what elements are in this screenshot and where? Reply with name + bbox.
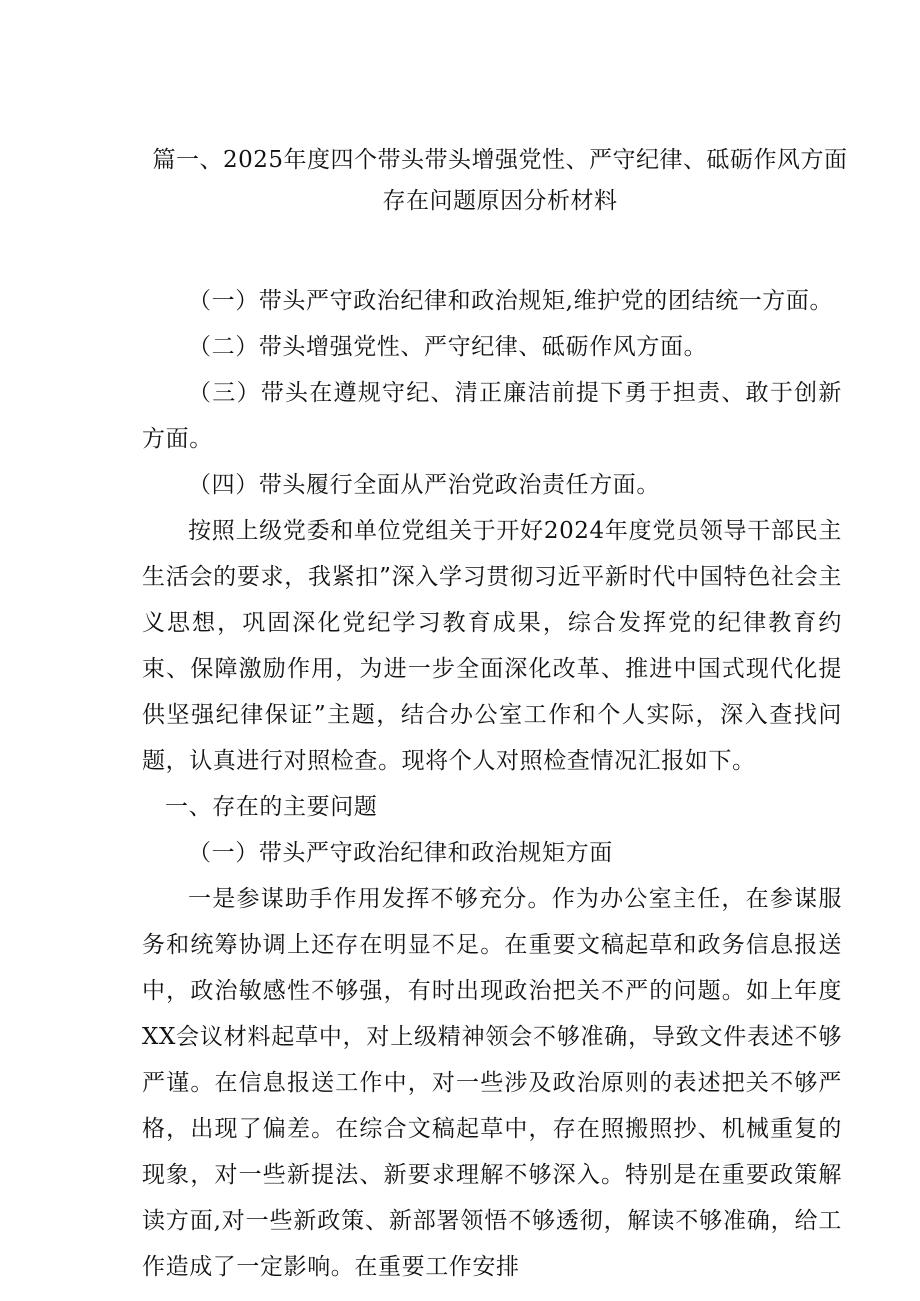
item-3: （三）带头在遵规守纪、清正廉洁前提下勇于担责、敢于创新方面。 <box>142 380 842 452</box>
document-title-line-2: 存在问题原因分析材料 <box>382 188 618 214</box>
body-paragraph: 一是参谋助手作用发挥不够充分。作为办公室主任，在参谋服务和统筹协调上还存在明显不足。在重要文稿起草和政务信息报送中，政治敏感性不够强，有时出现政治把关不严的问题。如上年度XX会议材料起草中，对上级精神领会不够准确，导致文件表述不够严谨。在信息报送工作中，对一些涉及政治原则的表述把关不够严格，出现了偏差。在综合文稿起草中，存在照搬照抄、机械重复的现象，对一些新提法、新要求理解不够深入。特别是在重要政策解读方面,对一些新政策、新部署领悟不够透彻，解读不够准确，给工作造成了一定影响。在重要工作安排 <box>142 886 842 1280</box>
document-title-line-1: 篇一、2025年度四个带头带头增强党性、严守纪律、砥砺作风方面 <box>152 147 848 173</box>
section-heading: 一、存在的主要问题 <box>165 794 378 820</box>
document-body <box>142 278 842 1290</box>
item-2: （二）带头增强党性、严守纪律、砥砺作风方面。 <box>188 334 708 360</box>
intro-paragraph: 按照上级党委和单位党组关于开好2024年度党员领导干部民主生活会的要求，我紧扣”深入学习贯彻习近平新时代中国特色社会主义思想，巩固深化党纪学习教育成果，综合发挥党的纪律教育约束、保障激励作用，为进一步全面深化改革、推进中国式现代化提供坚强纪律保证”主题，结合办公室工作和个人实际，深入查找问题，认真进行对照检查。现将个人对照检查情况汇报如下。 <box>142 518 842 774</box>
item-4: （四）带头履行全面从严治党政治责任方面。 <box>188 472 660 498</box>
item-1: （一）带头严守政治纪律和政治规矩,维护党的团结统一方面。 <box>188 288 834 314</box>
subsection-heading: （一）带头严守政治纪律和政治规矩方面 <box>188 840 613 866</box>
